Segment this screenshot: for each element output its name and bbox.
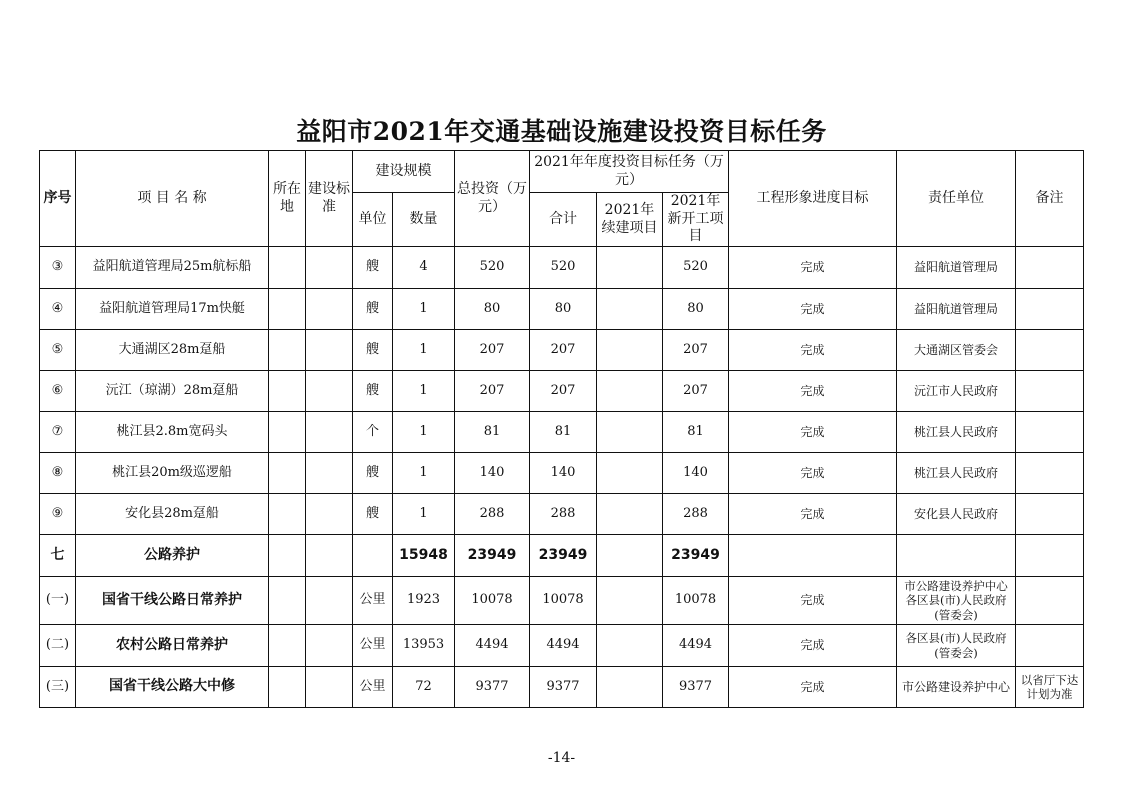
cell-standard (306, 577, 353, 625)
cell-new: 10078 (663, 577, 729, 625)
cell-responsible: 沅江市人民政府 (897, 371, 1016, 412)
cell-responsible: 市公路建设养护中心 (897, 667, 1016, 708)
cell-seq: ⑨ (40, 494, 76, 535)
cell-seq: (二) (40, 625, 76, 667)
cell-sum: 207 (530, 330, 597, 371)
cell-standard (306, 412, 353, 453)
header-seq: 序号 (40, 151, 76, 247)
cell-unit: 艘 (353, 330, 393, 371)
cell-continued (597, 577, 663, 625)
cell-seq: (一) (40, 577, 76, 625)
cell-location (269, 412, 306, 453)
cell-name: 桃江县2.8m宽码头 (76, 412, 269, 453)
cell-name: 公路养护 (76, 535, 269, 577)
cell-progress: 完成 (729, 667, 897, 708)
cell-total: 80 (455, 289, 530, 330)
cell-total: 81 (455, 412, 530, 453)
cell-seq: 七 (40, 535, 76, 577)
cell-continued (597, 453, 663, 494)
cell-new: 9377 (663, 667, 729, 708)
cell-remark (1016, 625, 1084, 667)
cell-qty: 72 (393, 667, 455, 708)
cell-new: 4494 (663, 625, 729, 667)
cell-remark (1016, 577, 1084, 625)
header-location: 所在地 (269, 151, 306, 247)
table-row (40, 289, 1084, 330)
header-annual: 2021年年度投资目标任务（万元） (530, 151, 729, 193)
table-row (40, 247, 1084, 289)
cell-name: 桃江县20m级巡逻船 (76, 453, 269, 494)
cell-new: 207 (663, 371, 729, 412)
cell-new: 140 (663, 453, 729, 494)
cell-sum: 4494 (530, 625, 597, 667)
cell-location (269, 535, 306, 577)
cell-remark (1016, 494, 1084, 535)
cell-standard (306, 494, 353, 535)
cell-continued (597, 535, 663, 577)
cell-location (269, 494, 306, 535)
cell-qty: 1 (393, 330, 455, 371)
cell-new: 520 (663, 247, 729, 289)
cell-unit (353, 535, 393, 577)
cell-responsible (897, 535, 1016, 577)
cell-standard (306, 371, 353, 412)
header-standard: 建设标准 (306, 151, 353, 247)
table-row (40, 625, 1084, 667)
cell-sum: 9377 (530, 667, 597, 708)
cell-unit: 艘 (353, 247, 393, 289)
investment-table (39, 150, 1084, 708)
cell-qty: 1 (393, 412, 455, 453)
cell-location (269, 289, 306, 330)
cell-continued (597, 412, 663, 453)
cell-seq: ④ (40, 289, 76, 330)
cell-responsible: 益阳航道管理局 (897, 289, 1016, 330)
cell-seq: ⑤ (40, 330, 76, 371)
cell-progress: 完成 (729, 289, 897, 330)
cell-qty: 1 (393, 494, 455, 535)
cell-continued (597, 330, 663, 371)
header-new: 2021年新开工项目 (663, 193, 729, 247)
cell-location (269, 247, 306, 289)
cell-location (269, 453, 306, 494)
cell-seq: ⑥ (40, 371, 76, 412)
header-scale: 建设规模 (353, 151, 455, 193)
cell-remark (1016, 371, 1084, 412)
cell-seq: ⑦ (40, 412, 76, 453)
cell-unit: 艘 (353, 453, 393, 494)
table-row (40, 330, 1084, 371)
cell-standard (306, 453, 353, 494)
cell-responsible: 各区县(市)人民政府(管委会) (897, 625, 1016, 667)
cell-progress: 完成 (729, 625, 897, 667)
cell-location (269, 625, 306, 667)
cell-name: 国省干线公路大中修 (76, 667, 269, 708)
header-qty: 数量 (393, 193, 455, 247)
cell-unit: 艘 (353, 494, 393, 535)
cell-responsible: 大通湖区管委会 (897, 330, 1016, 371)
cell-new: 80 (663, 289, 729, 330)
cell-seq: (三) (40, 667, 76, 708)
cell-new: 81 (663, 412, 729, 453)
cell-total: 207 (455, 330, 530, 371)
cell-continued (597, 289, 663, 330)
cell-continued (597, 247, 663, 289)
cell-total: 288 (455, 494, 530, 535)
cell-remark (1016, 412, 1084, 453)
cell-unit: 艘 (353, 371, 393, 412)
cell-progress: 完成 (729, 412, 897, 453)
cell-continued (597, 625, 663, 667)
table-row (40, 371, 1084, 412)
cell-sum: 520 (530, 247, 597, 289)
table-row-section (40, 535, 1084, 577)
cell-continued (597, 494, 663, 535)
cell-sum: 288 (530, 494, 597, 535)
table-row (40, 494, 1084, 535)
cell-responsible: 益阳航道管理局 (897, 247, 1016, 289)
header-total: 总投资（万元） (455, 151, 530, 247)
cell-unit: 个 (353, 412, 393, 453)
header-sum: 合计 (530, 193, 597, 247)
cell-qty: 1923 (393, 577, 455, 625)
cell-progress: 完成 (729, 453, 897, 494)
cell-location (269, 577, 306, 625)
cell-unit: 公里 (353, 577, 393, 625)
cell-continued (597, 371, 663, 412)
cell-sum: 207 (530, 371, 597, 412)
cell-qty: 1 (393, 371, 455, 412)
page-number: -14- (547, 750, 576, 766)
cell-responsible: 安化县人民政府 (897, 494, 1016, 535)
cell-name: 安化县28m趸船 (76, 494, 269, 535)
cell-unit: 公里 (353, 625, 393, 667)
header-continued: 2021年续建项目 (597, 193, 663, 247)
cell-seq: ③ (40, 247, 76, 289)
cell-standard (306, 535, 353, 577)
cell-standard (306, 289, 353, 330)
cell-standard (306, 625, 353, 667)
cell-progress: 完成 (729, 577, 897, 625)
cell-remark (1016, 330, 1084, 371)
cell-sum: 23949 (530, 535, 597, 577)
cell-name: 农村公路日常养护 (76, 625, 269, 667)
header-name: 项 目 名 称 (76, 151, 269, 247)
header-remark: 备注 (1016, 151, 1084, 247)
cell-sum: 140 (530, 453, 597, 494)
cell-qty: 1 (393, 289, 455, 330)
cell-total: 520 (455, 247, 530, 289)
cell-name: 益阳航道管理局25m航标船 (76, 247, 269, 289)
header-responsible: 责任单位 (897, 151, 1016, 247)
cell-new: 207 (663, 330, 729, 371)
cell-standard (306, 330, 353, 371)
table-row (40, 412, 1084, 453)
cell-standard (306, 667, 353, 708)
document-title: 益阳市2021年交通基础设施建设投资目标任务 (296, 117, 827, 146)
cell-standard (306, 247, 353, 289)
cell-name: 国省干线公路日常养护 (76, 577, 269, 625)
cell-qty: 4 (393, 247, 455, 289)
cell-total: 140 (455, 453, 530, 494)
cell-progress: 完成 (729, 371, 897, 412)
cell-location (269, 330, 306, 371)
cell-remark: 以省厅下达计划为准 (1016, 667, 1084, 708)
cell-responsible: 桃江县人民政府 (897, 453, 1016, 494)
cell-new: 288 (663, 494, 729, 535)
cell-seq: ⑧ (40, 453, 76, 494)
cell-continued (597, 667, 663, 708)
table-row (40, 667, 1084, 708)
cell-progress: 完成 (729, 330, 897, 371)
cell-name: 益阳航道管理局17m快艇 (76, 289, 269, 330)
cell-total: 4494 (455, 625, 530, 667)
cell-total: 10078 (455, 577, 530, 625)
header-unit: 单位 (353, 193, 393, 247)
cell-total: 9377 (455, 667, 530, 708)
cell-new: 23949 (663, 535, 729, 577)
cell-qty: 15948 (393, 535, 455, 577)
cell-location (269, 667, 306, 708)
cell-sum: 80 (530, 289, 597, 330)
cell-progress: 完成 (729, 494, 897, 535)
cell-location (269, 371, 306, 412)
cell-remark (1016, 247, 1084, 289)
cell-progress (729, 535, 897, 577)
cell-sum: 81 (530, 412, 597, 453)
cell-responsible: 桃江县人民政府 (897, 412, 1016, 453)
cell-qty: 1 (393, 453, 455, 494)
cell-progress: 完成 (729, 247, 897, 289)
cell-name: 沅江（琼湖）28m趸船 (76, 371, 269, 412)
table-row (40, 453, 1084, 494)
cell-sum: 10078 (530, 577, 597, 625)
cell-name: 大通湖区28m趸船 (76, 330, 269, 371)
table-row (40, 577, 1084, 625)
cell-qty: 13953 (393, 625, 455, 667)
cell-responsible: 市公路建设养护中心各区县(市)人民政府(管委会) (897, 577, 1016, 625)
cell-unit: 公里 (353, 667, 393, 708)
cell-remark (1016, 535, 1084, 577)
cell-remark (1016, 453, 1084, 494)
cell-total: 207 (455, 371, 530, 412)
cell-unit: 艘 (353, 289, 393, 330)
header-progress: 工程形象进度目标 (729, 151, 897, 247)
cell-remark (1016, 289, 1084, 330)
cell-total: 23949 (455, 535, 530, 577)
